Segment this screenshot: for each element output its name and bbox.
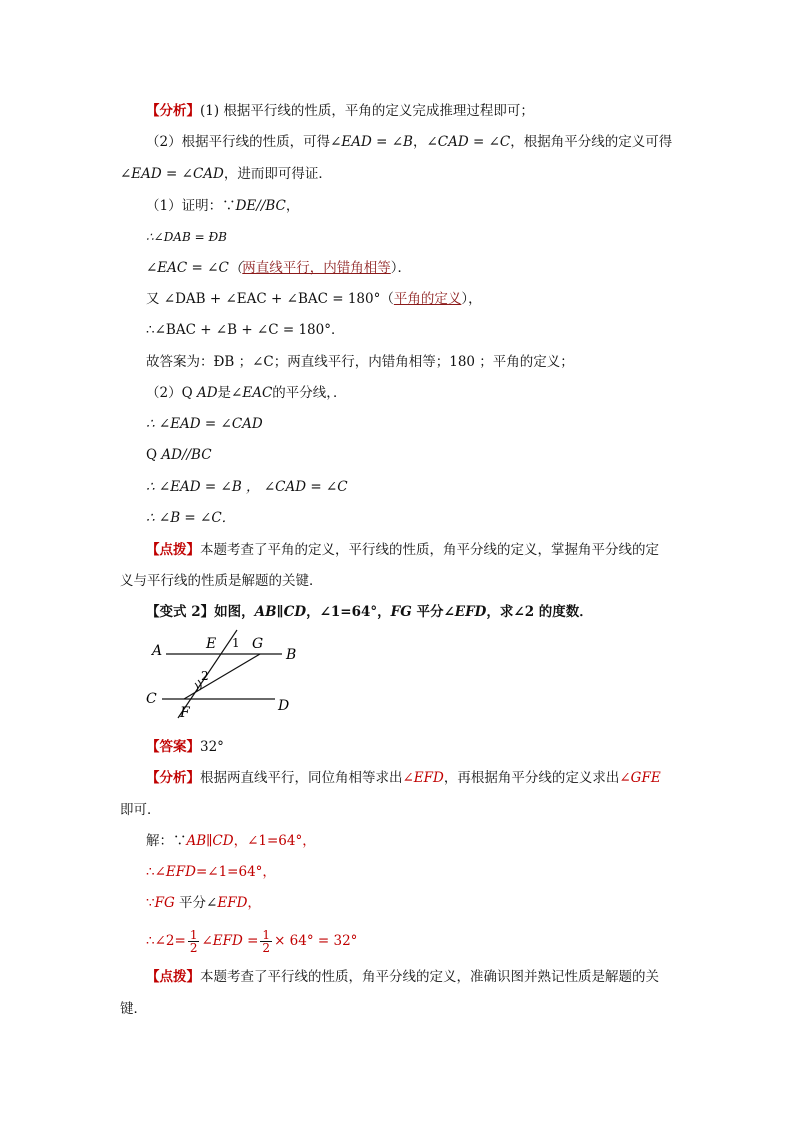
proof-q2-line1: （2）Q AD是∠EAC的平分线，． [146, 385, 347, 401]
answer2-line [146, 737, 224, 757]
analysis1-line1: 【分析】(1) 根据平行线的性质，平角的定义完成推理过程即可； [146, 103, 534, 119]
proof-line1: （1）证明：∵DE//BC， [146, 198, 300, 214]
proof-q2-line2: ∴ ∠EAD = ∠CAD [146, 416, 263, 432]
proof-line4: 又 ∠DAB + ∠EAC + ∠BAC = 180°（平角的定义）， [146, 291, 482, 307]
analysis1-line2: （2）根据平行线的性质，可得∠EAD = ∠B，∠CAD = ∠C，根据角平分线的定义可得 [146, 134, 673, 150]
fraction-half: $\frac{1}{2}$ [189, 928, 198, 955]
proof-q2-line5: ∴ ∠B = ∠C． [146, 510, 236, 526]
tip2-tag: 【点拨】 [146, 969, 200, 985]
filled-blank: 两直线平行，内错角相等 [242, 260, 391, 276]
proof-q2-line4: ∴ ∠EAD = ∠B ， ∠CAD = ∠C [146, 479, 348, 495]
line-FG [184, 654, 260, 699]
variant2-question: 【变式 2】如图，AB∥CD，∠1=64°，FG 平分∠EFD，求∠2 的度数． [146, 604, 593, 620]
geometry-figure [140, 628, 310, 723]
label-C: C [146, 691, 157, 707]
label-angle-1: 1 [232, 636, 240, 650]
label-G: G [252, 636, 264, 652]
analysis2-line1: 【分析】根据两直线平行，同位角相等求出∠EFD，再根据角平分线的定义求出∠GFE [146, 770, 661, 786]
tip2-line1: 【点拨】本题考查了平行线的性质，角平分线的定义，准确识图并熟记性质是解题的关 [146, 969, 659, 985]
answer2-value: 32° [200, 739, 224, 755]
label-E: E [206, 636, 217, 652]
solution-line2: ∴∠EFD=∠1=64°， [146, 864, 276, 880]
tip1-line2: 义与平行线的性质是解题的关键． [120, 573, 323, 589]
variant2-tag: 【变式 2】 [146, 604, 215, 620]
proof-line3: ∠EAC = ∠C（两直线平行，内错角相等）． [146, 260, 412, 276]
analysis1-tag: 【分析】 [146, 103, 200, 119]
proof-q2-line3: Q AD//BC [146, 447, 212, 463]
proof-line2: ∴∠DAB = ÐB [146, 230, 227, 244]
analysis2-line2: 即可． [120, 802, 161, 818]
tip1-tag: 【点拨】 [146, 542, 200, 558]
tip1-line1: 【点拨】本题考查了平角的定义，平行线的性质，角平分线的定义，掌握角平分线的定 [146, 542, 659, 558]
solution-line4: ∴∠2= $\frac{1}{2}$ ∠EFD = $\frac{1}{2}$ × 64° = 32° [146, 928, 358, 955]
label-F: F [180, 705, 190, 721]
label-A: A [152, 643, 163, 659]
analysis2-tag: 【分析】 [146, 770, 200, 786]
analysis1-line3: ∠EAD = ∠CAD，进而即可得证． [120, 166, 332, 182]
solution-line3: ∵FG 平分∠EFD， [146, 895, 261, 911]
solution-line1: 解：∵AB∥CD，∠1=64°， [146, 833, 316, 849]
proof-line5: ∴∠BAC + ∠B + ∠C = 180°． [146, 322, 345, 338]
answer2-tag: 【答案】 [146, 739, 200, 755]
fraction-half: $\frac{1}{2}$ [262, 928, 271, 955]
proof-answer: 故答案为：ÐB ；∠C；两直线平行，内错角相等；180 ；平角的定义； [146, 354, 574, 370]
tip2-line2: 键． [120, 1001, 147, 1017]
label-D: D [278, 698, 290, 714]
label-angle-2: 2 [201, 669, 209, 683]
filled-blank: 平角的定义 [393, 291, 462, 307]
label-B: B [286, 647, 297, 663]
